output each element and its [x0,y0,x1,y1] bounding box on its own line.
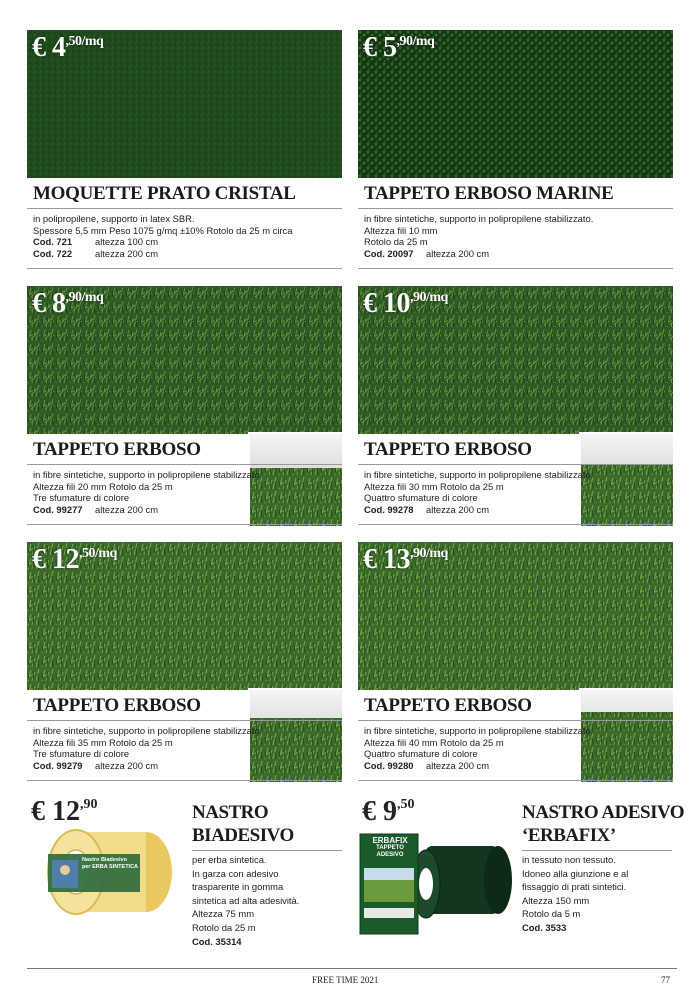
card-divider [358,524,673,525]
title-divider [192,850,342,851]
price-tag: € $10^{,90/mq}$ [363,288,448,319]
product-title: TAPPETO ERBOSO [364,439,532,460]
product-card-2 [358,30,673,270]
product-description: in fibre sintetiche, supporto in polipropilene stabilizzato. Altezza fili 10 mm Rotolo da 25 m Cod. 20097 altezza 200 cm [364,213,594,260]
product-description: in fibre sintetiche, supporto in polipropilene stabilizzato. Altezza fili 30 mm Rotolo da 25 m Quattro sfumature di colore Cod. 99278 altezza 200 cm [364,469,594,516]
title-divider [27,208,342,209]
title-divider [358,208,673,209]
product-card-4 [358,286,673,526]
product-card-6 [358,542,673,782]
product-title: MOQUETTE PRATO CRISTAL [33,183,296,204]
price-tag: € $5^{,90/mq}$ [363,32,435,63]
product-description: in fibre sintetiche, supporto in polipropilene stabilizzato. Altezza fili 35 mm Rotolo da 25 m Tre sfumature di colore Cod. 99279 altezza 200 cm [33,725,263,772]
card-divider [358,268,673,269]
price-tag: € $4^{,50/mq}$ [32,32,104,63]
title-divider [27,464,342,465]
tape-roll-image [358,832,518,937]
product-card-5 [27,542,342,782]
price-tag: € $12^{,90}$ [31,796,98,827]
card-divider [358,780,673,781]
title-divider [522,850,672,851]
product-title: TAPPETO ERBOSO [364,695,532,716]
product-description: per erba sintetica. In garza con adesivo trasparente in gomma sintetica ad alta adesività. Altezza 75 mm Rotolo da 25 m Cod. 35314 [192,854,300,947]
title-divider [358,464,673,465]
product-title: NASTRO BIADESIVO [192,802,294,846]
page-number: 77 [661,975,670,985]
product-description: in polipropilene, supporto in latex SBR. Spessore 5,5 mm Peso 1075 g/mq ±10% Rotolo da 25 m circa Cod. 721 altezza 100 cm Cod. 722 altezza 200 cm [33,213,293,260]
package-label: Nastro Biadesivo per ERBA SINTETICA [82,857,139,870]
product-title: NASTRO ADESIVO ‘ERBAFIX’ [522,802,685,846]
catalog-name: FREE TIME 2021 [312,975,379,985]
tape-roll-image [44,820,174,932]
product-card-3 [27,286,342,526]
product-title: TAPPETO ERBOSO MARINE [364,183,614,204]
footer-divider [27,968,677,969]
price-tag: € $9^{,50}$ [362,796,415,827]
card-divider [27,780,342,781]
card-divider [27,268,342,269]
package-label: ERBAFIX TAPPETO ADESIVO [372,836,408,858]
price-tag: € $12^{,50/mq}$ [32,544,117,575]
product-description: in tessuto non tessuto. Idoneo alla giunzione e al fissaggio di prati sintetici. Altezza 150 mm Rotolo da 5 m Cod. 3533 [522,854,629,933]
card-divider [27,524,342,525]
title-divider [27,720,342,721]
price-tag: € $13^{,90/mq}$ [363,544,448,575]
product-description: in fibre sintetiche, supporto in polipropilene stabilizzato. Altezza fili 20 mm Rotolo da 25 m Tre sfumature di colore Cod. 99277 altezza 200 cm [33,469,263,516]
price-tag: € $8^{,90/mq}$ [32,288,104,319]
title-divider [358,720,673,721]
product-card-1 [27,30,342,270]
product-description: in fibre sintetiche, supporto in polipropilene stabilizzato. Altezza fili 40 mm Rotolo da 25 m Quattro sfumature di colore Cod. 99280 altezza 200 cm [364,725,594,772]
product-title: TAPPETO ERBOSO [33,695,201,716]
product-title: TAPPETO ERBOSO [33,439,201,460]
